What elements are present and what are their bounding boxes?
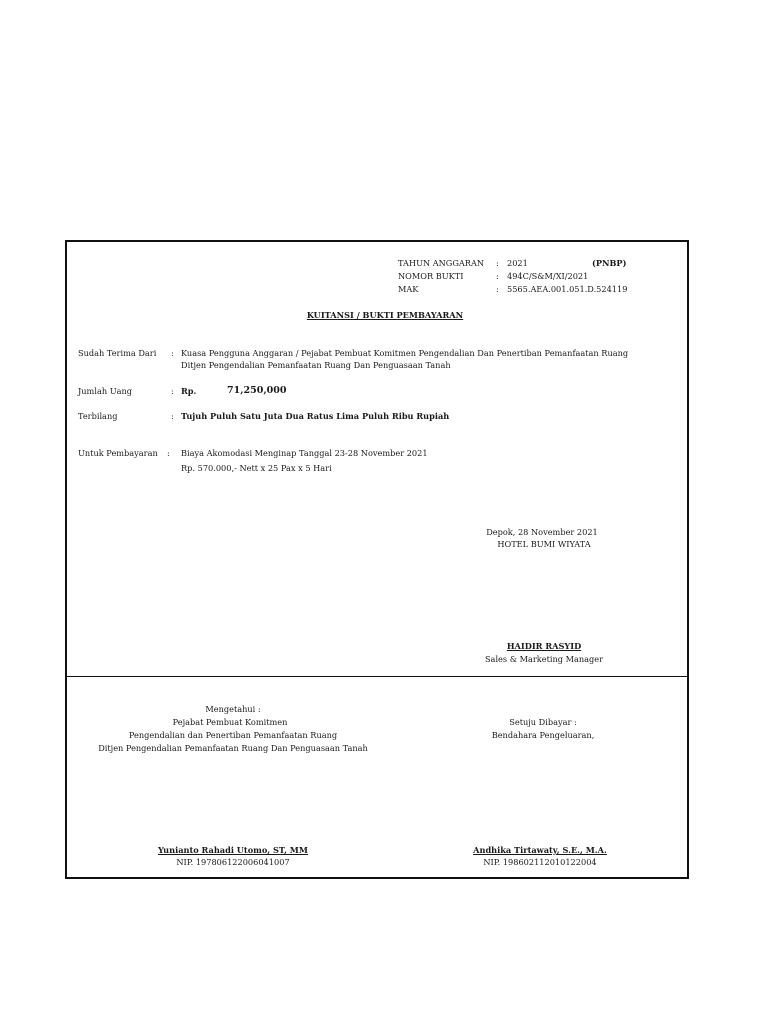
- approval-left-line3: Pengendalian dan Penertiban Pemanfaatan Ruang: [128, 730, 338, 740]
- proof-number-label: NOMOR BUKTI: [398, 271, 464, 281]
- received-from-sep: :: [171, 348, 174, 358]
- document-title: KUITANSI / BUKTI PEMBAYARAN: [306, 310, 464, 320]
- proof-number-value: 494C/S&M/XI/2021: [507, 271, 589, 281]
- amount-sep: :: [171, 386, 174, 396]
- budget-type: (PNBP): [592, 258, 627, 268]
- payment-for-line2: Rp. 570.000,- Nett x 25 Pax x 5 Hari: [181, 463, 332, 473]
- received-from-label: Sudah Terima Dari: [78, 348, 157, 358]
- received-from-line1: Kuasa Pengguna Anggaran / Pejabat Pembuat Komitmen Pengendalian Dan Penertiban Pemanfaatan Ruang: [181, 348, 629, 358]
- received-from-line2: Ditjen Pengendalian Pemanfaatan Ruang Dan Penguasaan Tanah: [181, 360, 451, 370]
- in-words-sep: :: [171, 411, 174, 421]
- place-date: Depok, 28 November 2021: [486, 527, 598, 537]
- approval-right-line1: Setuju Dibayar :: [509, 717, 577, 727]
- payment-for-label: Untuk Pembayaran: [78, 448, 158, 458]
- payment-for-line1: Biaya Akomodasi Menginap Tanggal 23-28 November 2021: [181, 448, 428, 458]
- proof-number-sep: :: [496, 271, 499, 281]
- section-divider: [67, 676, 687, 677]
- company-name: HOTEL BUMI WIYATA: [497, 539, 591, 549]
- amount-label: Jumlah Uang: [78, 386, 132, 396]
- mak-label: MAK: [398, 284, 419, 294]
- approval-left-line2: Pejabat Pembuat Komitmen: [172, 717, 288, 727]
- signer-title: Sales & Marketing Manager: [484, 654, 604, 664]
- approval-left-line4: Ditjen Pengendalian Pemanfaatan Ruang Dan Penguasaan Tanah: [98, 743, 368, 753]
- in-words-label: Terbilang: [78, 411, 118, 421]
- amount-currency: Rp.: [181, 386, 197, 396]
- mak-sep: :: [496, 284, 499, 294]
- approval-left-line1: Mengetahui :: [205, 704, 261, 714]
- mak-value: 5565.AEA.001.051.D.524119: [507, 284, 628, 294]
- payment-for-sep: :: [167, 448, 170, 458]
- in-words-value: Tujuh Puluh Satu Juta Dua Ratus Lima Puluh Ribu Rupiah: [181, 411, 450, 421]
- approval-left-name: Yunianto Rahadi Utomo, ST, MM: [158, 845, 308, 855]
- budget-year-value: 2021: [507, 258, 528, 268]
- budget-year-label: TAHUN ANGGARAN: [398, 258, 485, 268]
- approval-left-nip: NIP. 197806122006041007: [176, 857, 290, 867]
- approval-right-nip: NIP. 198602112010122004: [483, 857, 597, 867]
- signer-name: HAIDIR RASYID: [506, 641, 582, 651]
- approval-right-name: Andhika Tirtawaty, S.E., M.A.: [473, 845, 607, 855]
- approval-right-line2: Bendahara Pengeluaran,: [491, 730, 595, 740]
- amount-value: 71,250,000: [227, 385, 287, 396]
- budget-year-sep: :: [496, 258, 499, 268]
- receipt-frame: [65, 240, 689, 879]
